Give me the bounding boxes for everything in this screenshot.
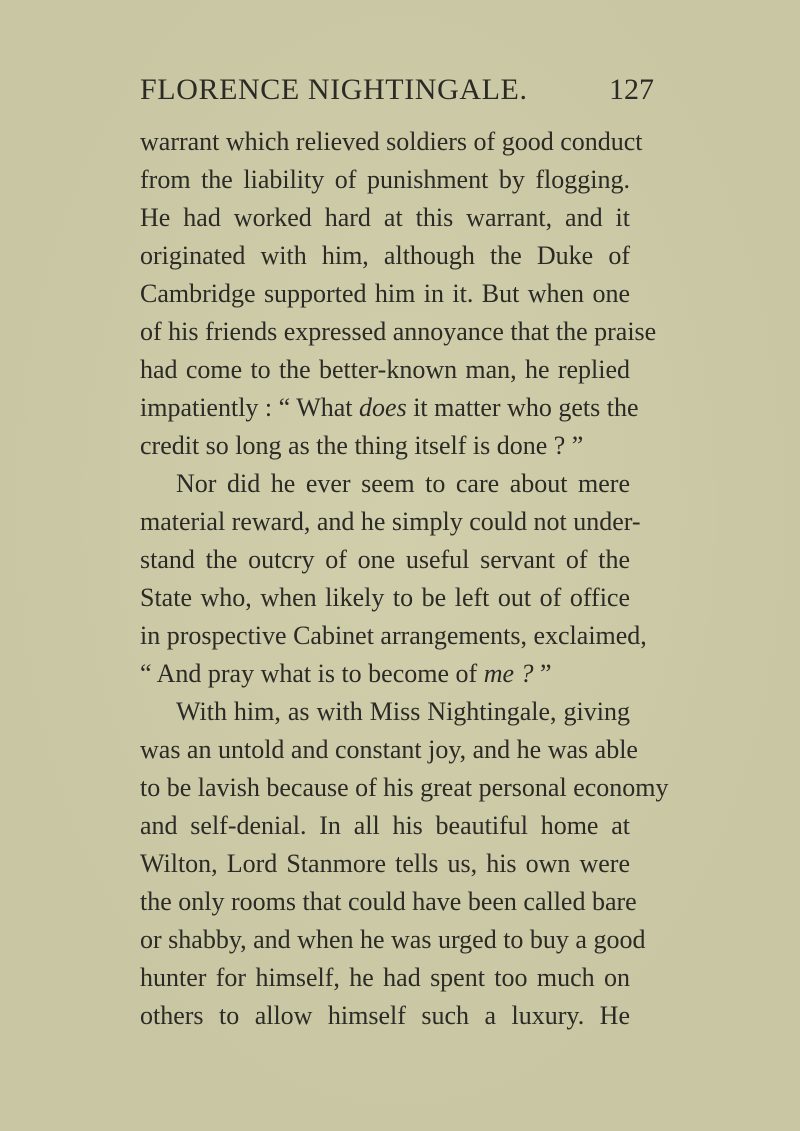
text-run: ” <box>533 659 552 688</box>
text-run: “ And pray what is to become of <box>140 659 484 688</box>
text-line: in prospective Cabinet arrangements, exclaimed, <box>140 621 647 650</box>
text-line: and self-denial. In all his beautiful home at <box>140 811 630 840</box>
italic-emphasis: does <box>359 393 407 422</box>
paragraph-start-line: Nor did he ever seem to care about mere <box>176 469 630 498</box>
text-line: Wilton, Lord Stanmore tells us, his own were <box>140 849 630 878</box>
text-line: material reward, and he simply could not under- <box>140 507 641 536</box>
page-number: 127 <box>609 73 654 106</box>
running-head <box>140 70 654 110</box>
text-run: it matter who gets the <box>406 393 639 422</box>
text-line: State who, when likely to be left out of office <box>140 583 630 612</box>
text-line: warrant which relieved soldiers of good conduct <box>140 127 643 156</box>
italic-emphasis: me ? <box>483 659 534 688</box>
text-line: from the liability of punishment by flogging. <box>140 165 630 194</box>
text-run: impatiently : “ What <box>140 393 360 422</box>
page-title: FLORENCE NIGHTINGALE. <box>140 73 528 106</box>
text-line: to be lavish because of his great personal economy <box>140 773 669 802</box>
text-line: of his friends expressed annoyance that the praise <box>140 317 657 346</box>
text-line: had come to the better-known man, he replied <box>140 355 630 384</box>
text-line <box>140 656 630 692</box>
text-line <box>140 390 639 426</box>
text-line: or shabby, and when he was urged to buy a good <box>140 925 646 954</box>
paragraph-start-line: With him, as with Miss Nightingale, giving <box>176 697 630 726</box>
text-line: He had worked hard at this warrant, and it <box>140 203 630 232</box>
text-line: Cambridge supported him in it. But when one <box>140 279 630 308</box>
text-line: the only rooms that could have been called bare <box>140 887 637 916</box>
text-line: was an untold and constant joy, and he was able <box>140 735 638 764</box>
text-line: others to allow himself such a luxury. He <box>140 1001 630 1030</box>
text-line: stand the outcry of one useful servant of the <box>140 545 630 574</box>
text-line: credit so long as the thing itself is done ? ” <box>140 431 584 460</box>
text-line: hunter for himself, he had spent too much on <box>140 963 630 992</box>
text-line: originated with him, although the Duke of <box>140 241 630 270</box>
